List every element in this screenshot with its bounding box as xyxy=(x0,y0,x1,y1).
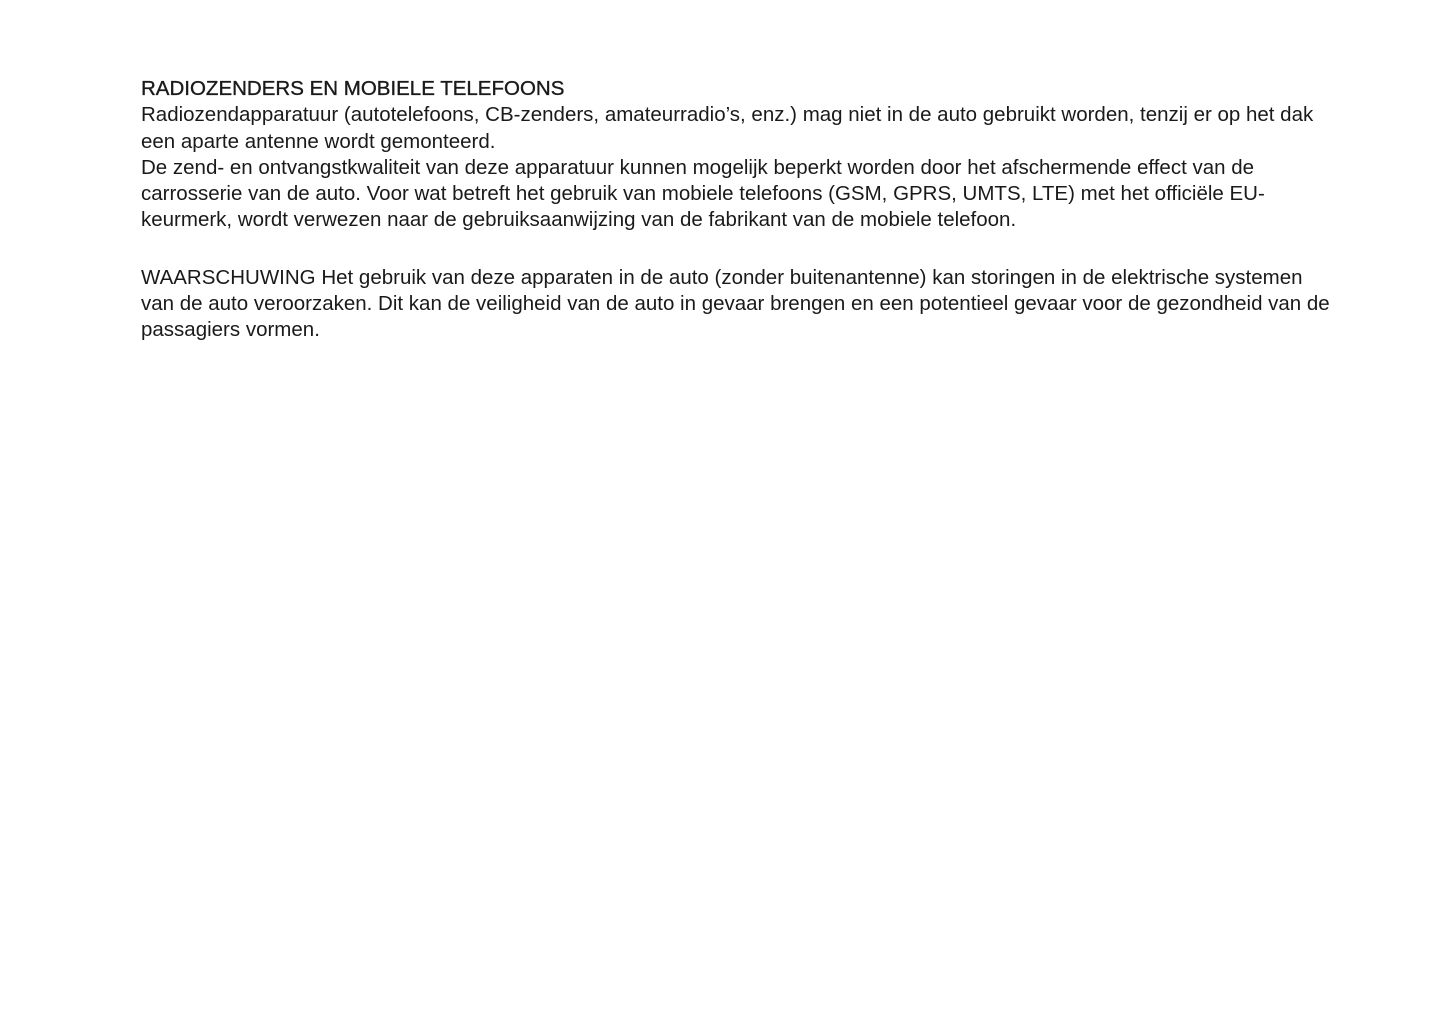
document-page xyxy=(141,76,1341,344)
paragraph-spacer xyxy=(141,234,1341,265)
paragraph-reception-quality: De zend- en ontvangstkwaliteit van deze apparatuur kunnen mogelijk beperkt worden door het afschermende effect van de carrosserie van de auto. Voor wat betreft het gebruik van mobiele telefoons (GSM, GPRS, UMTS, LTE) met het officiële EU-keurmerk, wordt verwezen naar de gebruiksaanwijzing van de fabrikant van de mobiele telefoon. xyxy=(141,155,1265,232)
warning-paragraph: WAARSCHUWING Het gebruik van deze apparaten in de auto (zonder buitenantenne) kan storingen in de elektrische systemen van de auto veroorzaken. Dit kan de veiligheid van de auto in gevaar brengen en een potentieel gevaar voor de gezondheid van de passagiers vormen. xyxy=(141,265,1330,342)
paragraph-radio-equipment: Radiozendapparatuur (autotelefoons, CB-zenders, amateurradio’s, enz.) mag niet in de auto gebruikt worden, tenzij er op het dak een aparte antenne wordt gemonteerd. xyxy=(141,103,1314,153)
section-title: RADIOZENDERS EN MOBIELE TELEFOONS xyxy=(141,77,565,100)
